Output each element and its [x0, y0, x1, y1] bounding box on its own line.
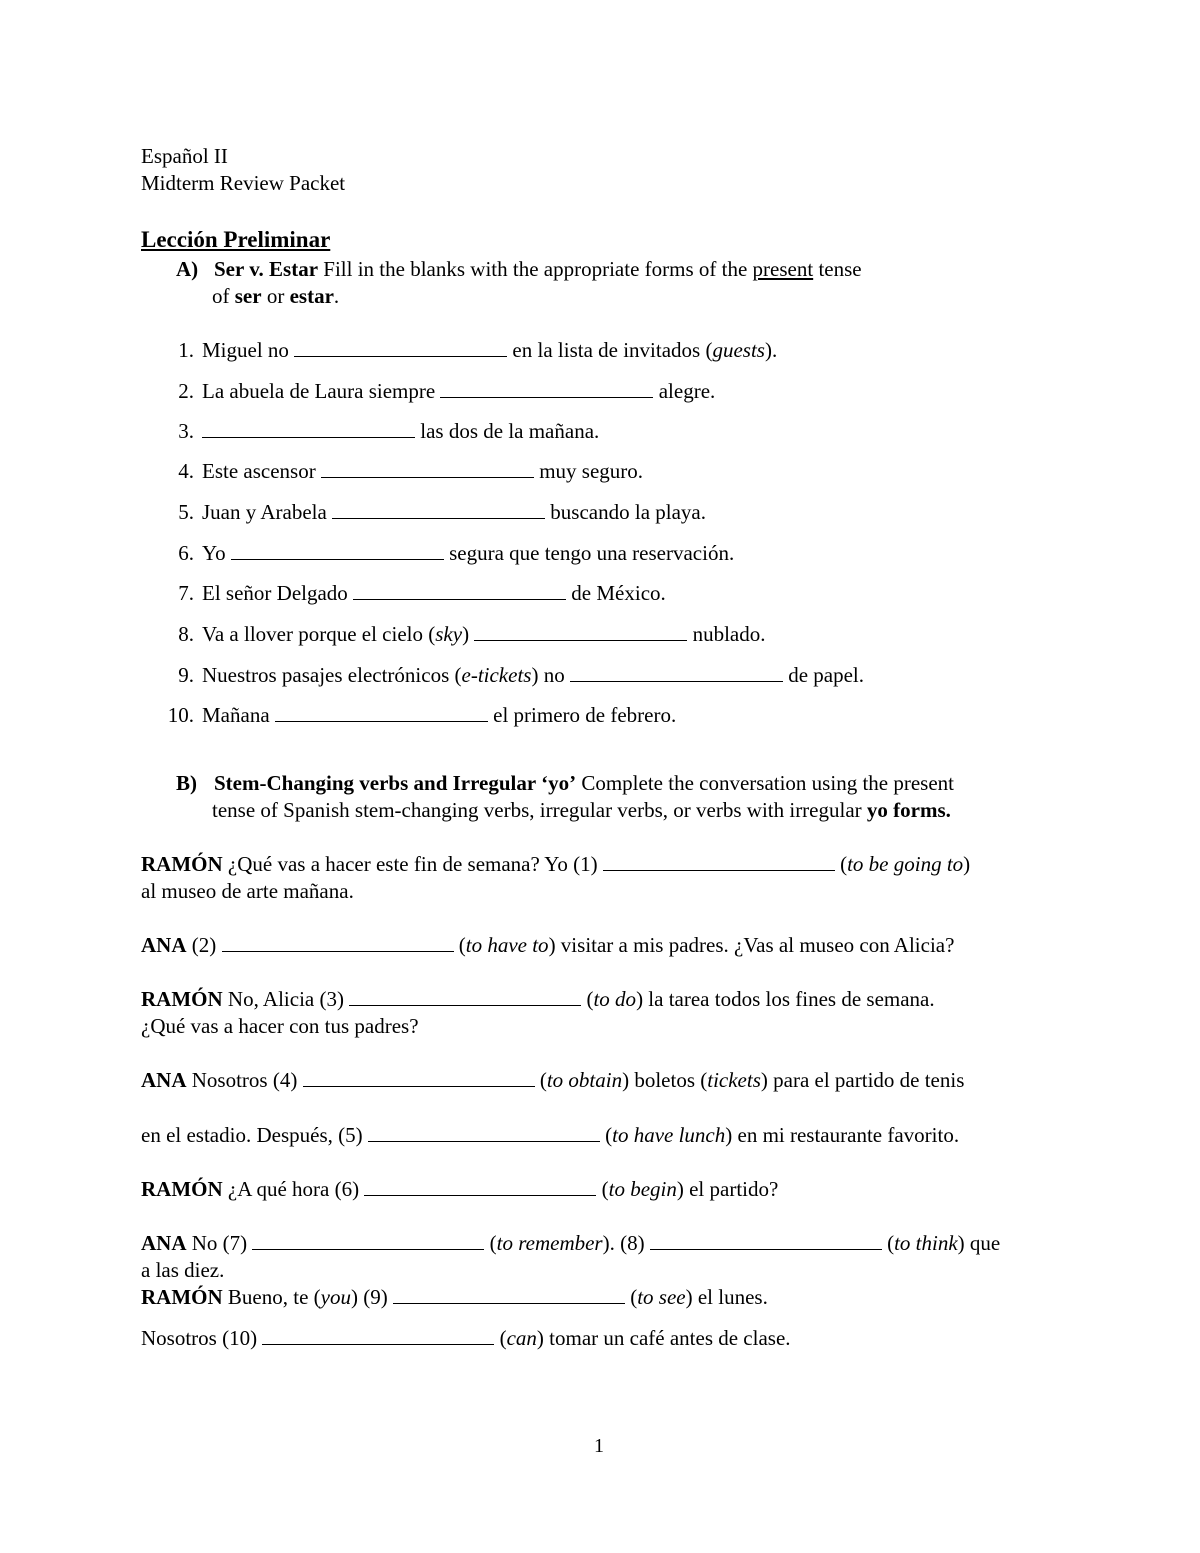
answer-blank[interactable] — [349, 987, 581, 1006]
answer-blank[interactable] — [262, 1326, 494, 1345]
dialogue-line: ¿Qué vas a hacer con tus padres? — [141, 1014, 419, 1038]
answer-blank[interactable] — [364, 1177, 596, 1196]
lesson-title: Lección Preliminar — [141, 227, 331, 252]
speaker: RAMÓN — [141, 1285, 223, 1309]
answer-blank[interactable] — [474, 622, 687, 641]
section-a-heading: A) Ser v. Estar Fill in the blanks with the appropriate forms of the present tense — [176, 257, 862, 281]
answer-blank[interactable] — [440, 379, 653, 398]
answer-blank[interactable] — [294, 338, 507, 357]
dialogue-line: ANA No (7) (to remember). (8) (to think) que — [141, 1231, 1001, 1255]
section-a-title: Ser v. Estar — [214, 257, 319, 281]
dialogue-line: RAMÓN ¿A qué hora (6) (to begin) el partido? — [141, 1177, 779, 1201]
exercise-item: 7. El señor Delgado de México. — [178, 581, 666, 605]
section-b-title: Stem-Changing verbs and Irregular ‘yo’ — [214, 771, 577, 795]
answer-blank[interactable] — [393, 1285, 625, 1304]
dialogue-line: al museo de arte mañana. — [141, 879, 354, 903]
exercise-item: 10. Mañana el primero de febrero. — [167, 703, 677, 727]
answer-blank[interactable] — [570, 663, 783, 682]
answer-blank[interactable] — [252, 1231, 484, 1250]
exercise-item: 1. Miguel no en la lista de invitados (guests). — [178, 338, 778, 362]
exercise-item: 2. La abuela de Laura siempre alegre. — [178, 379, 716, 403]
answer-blank[interactable] — [368, 1123, 600, 1142]
speaker: ANA — [141, 1231, 187, 1255]
answer-blank[interactable] — [303, 1068, 535, 1087]
section-b-heading: B) Stem-Changing verbs and Irregular ‘yo’ Complete the conversation using the present — [176, 771, 954, 795]
section-b-letter: B) — [176, 771, 197, 795]
dialogue-line: ANA (2) (to have to) visitar a mis padres. ¿Vas al museo con Alicia? — [141, 933, 955, 957]
answer-blank[interactable] — [202, 419, 415, 438]
answer-blank[interactable] — [275, 703, 488, 722]
page-number: 1 — [594, 1435, 604, 1457]
exercise-item: 5. Juan y Arabela buscando la playa. — [178, 500, 706, 524]
section-a-letter: A) — [176, 257, 199, 281]
dialogue-line: RAMÓN Bueno, te (you) (9) (to see) el lunes. — [141, 1285, 768, 1309]
exercise-item: 3. las dos de la mañana. — [178, 419, 600, 443]
dialogue-line: a las diez. — [141, 1258, 225, 1282]
answer-blank[interactable] — [353, 581, 566, 600]
answer-blank[interactable] — [231, 541, 444, 560]
exercise-item: 4. Este ascensor muy seguro. — [178, 459, 644, 483]
speaker: ANA — [141, 933, 187, 957]
dialogue-line: RAMÓN ¿Qué vas a hacer este fin de semana? Yo (1) (to be going to) — [141, 852, 971, 876]
exercise-item: 8. Va a llover porque el cielo (sky) nublado. — [178, 622, 766, 646]
speaker: RAMÓN — [141, 852, 223, 876]
answer-blank[interactable] — [222, 933, 454, 952]
section-a-instructions: of ser or estar. — [212, 284, 340, 308]
exercise-item: 6. Yo segura que tengo una reservación. — [178, 541, 735, 565]
dialogue-line: Nosotros (10) (can) tomar un café antes de clase. — [141, 1326, 791, 1350]
speaker: RAMÓN — [141, 1177, 223, 1201]
speaker: RAMÓN — [141, 987, 223, 1011]
answer-blank[interactable] — [603, 852, 835, 871]
course-title: Español II — [141, 144, 228, 168]
section-b-instructions: tense of Spanish stem-changing verbs, irregular verbs, or verbs with irregular yo forms. — [212, 798, 951, 822]
dialogue-line: ANA Nosotros (4) (to obtain) boletos (tickets) para el partido de tenis — [141, 1068, 965, 1092]
answer-blank[interactable] — [650, 1231, 882, 1250]
exercise-item: 9. Nuestros pasajes electrónicos (e-tickets) no de papel. — [178, 663, 864, 687]
document-title: Midterm Review Packet — [141, 171, 346, 195]
dialogue-line: en el estadio. Después, (5) (to have lunch) en mi restaurante favorito. — [141, 1123, 960, 1147]
dialogue-line: RAMÓN No, Alicia (3) (to do) la tarea todos los fines de semana. — [141, 987, 935, 1011]
speaker: ANA — [141, 1068, 187, 1092]
answer-blank[interactable] — [321, 459, 534, 478]
answer-blank[interactable] — [332, 500, 545, 519]
